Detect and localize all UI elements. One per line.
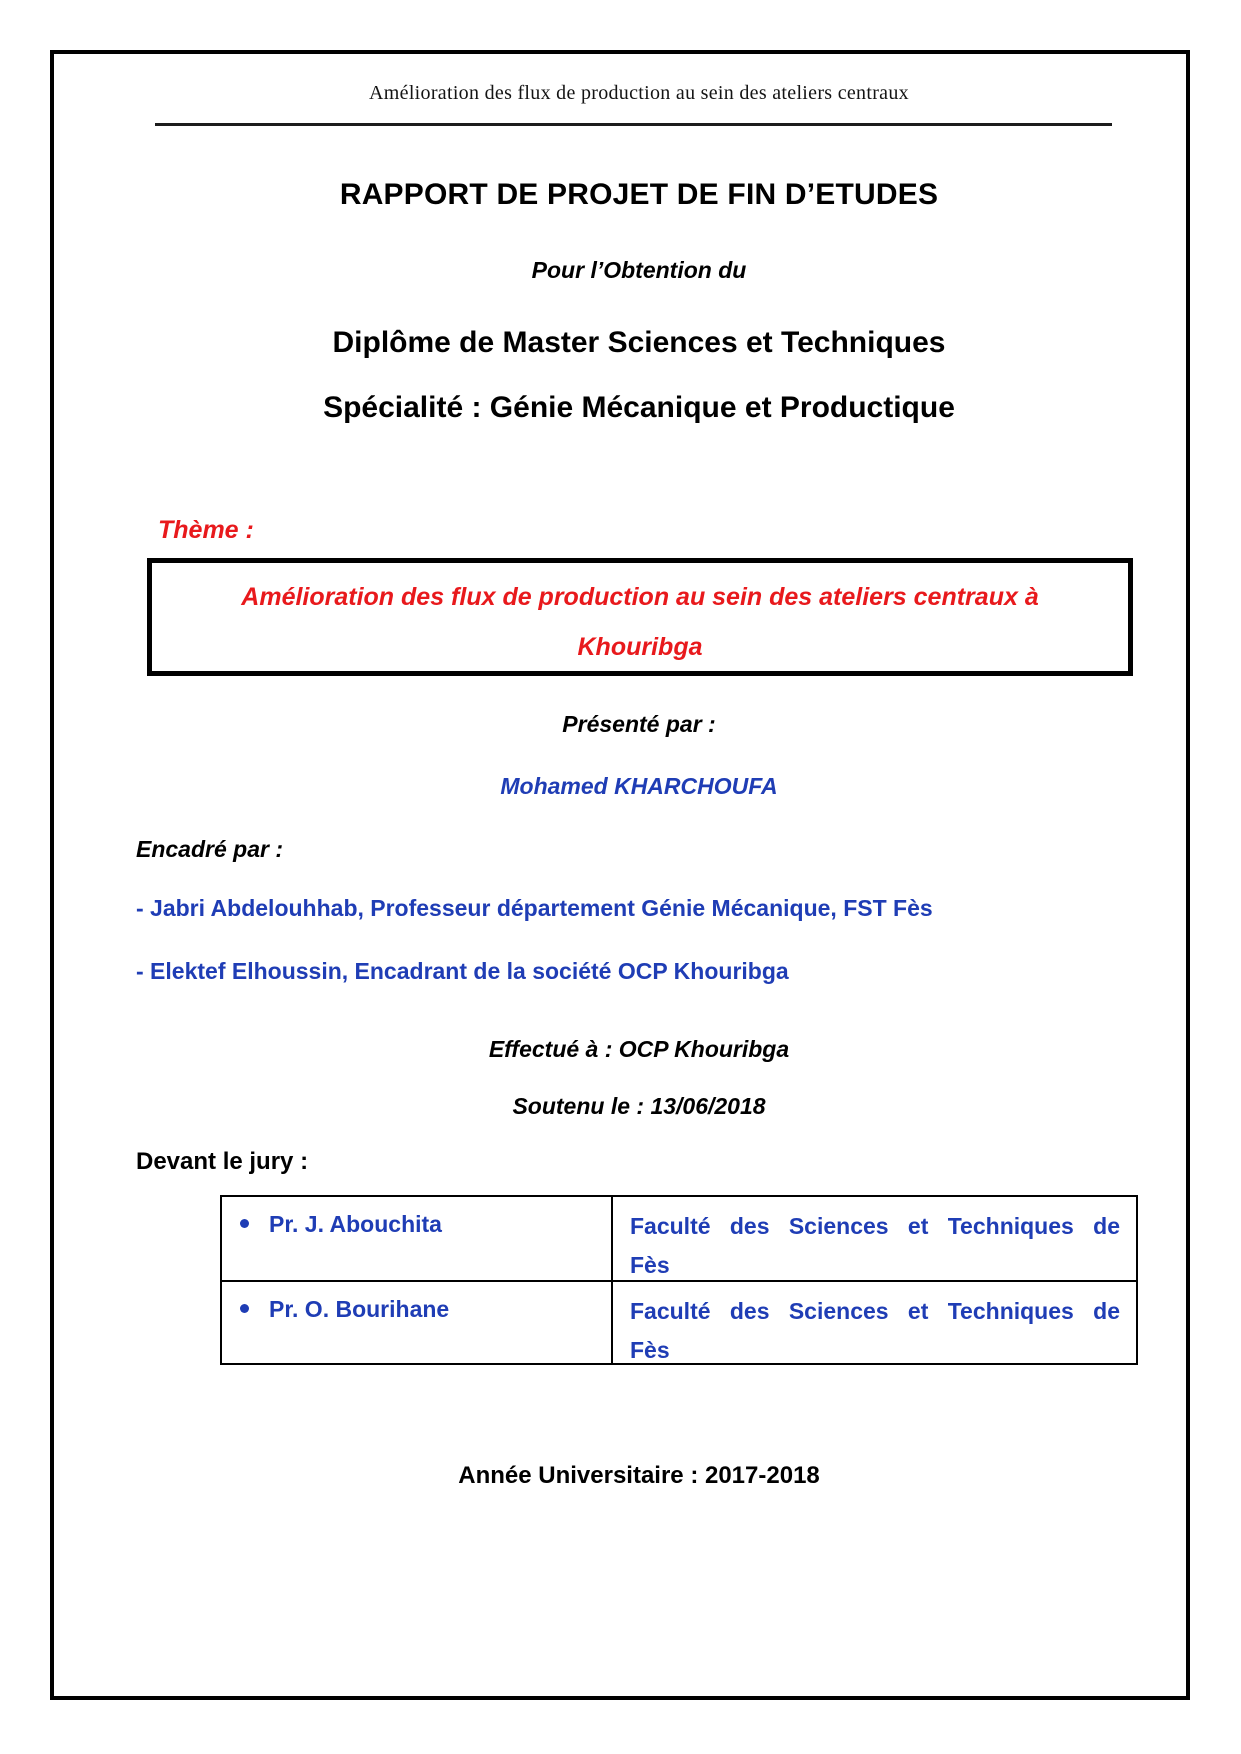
author-name: Mohamed KHARCHOUFA xyxy=(500,773,778,799)
supervised-by-label: Encadré par : xyxy=(136,836,283,862)
jury-member-name-cell xyxy=(222,1282,611,1363)
jury-member-affiliation-line-2: Fès xyxy=(630,1337,670,1363)
theme-title-line-1: Amélioration des flux de production au sein des ateliers centraux à xyxy=(241,583,1039,611)
jury-member-affiliation-line-1: Faculté des Sciences et Techniques de xyxy=(630,1213,1120,1239)
jury-table xyxy=(220,1195,1138,1365)
specialty-line: Spécialité : Génie Mécanique et Productique xyxy=(323,391,955,424)
header-rule xyxy=(155,123,1112,126)
jury-member-name-cell xyxy=(222,1197,611,1280)
page-border-frame xyxy=(50,50,1190,1700)
location-line: Effectué à : OCP Khouribga xyxy=(488,1036,790,1062)
jury-member-name: Pr. O. Bourihane xyxy=(269,1296,450,1322)
jury-member-affiliation-cell xyxy=(611,1197,1136,1280)
presented-by-label: Présenté par : xyxy=(562,711,716,737)
jury-row-2 xyxy=(222,1280,1136,1363)
jury-member-name: Pr. J. Abouchita xyxy=(269,1211,442,1237)
bullet-icon xyxy=(240,1304,249,1313)
jury-member-affiliation-line-2: Fès xyxy=(630,1252,670,1278)
supervisor-line-2: - Elektef Elhoussin, Encadrant de la société OCP Khouribga xyxy=(136,958,789,984)
jury-member-affiliation-cell xyxy=(611,1282,1136,1363)
purpose-line: Pour l’Obtention du xyxy=(531,257,747,283)
jury-label: Devant le jury : xyxy=(136,1148,309,1175)
defense-date-line: Soutenu le : 13/06/2018 xyxy=(512,1093,766,1119)
report-title: RAPPORT DE PROJET DE FIN D’ETUDES xyxy=(339,178,939,211)
academic-year: Année Universitaire : 2017-2018 xyxy=(458,1462,820,1489)
jury-row-1 xyxy=(222,1197,1136,1280)
jury-member-affiliation-line-1: Faculté des Sciences et Techniques de xyxy=(630,1298,1120,1324)
degree-line: Diplôme de Master Sciences et Techniques xyxy=(332,326,946,359)
theme-label: Thème : xyxy=(158,516,254,544)
supervisor-line-1: - Jabri Abdelouhhab, Professeur département Génie Mécanique, FST Fès xyxy=(136,895,933,921)
theme-title-line-2: Khouribga xyxy=(577,633,703,661)
running-header: Amélioration des flux de production au sein des ateliers centraux xyxy=(369,82,909,104)
theme-box xyxy=(147,558,1133,676)
bullet-icon xyxy=(240,1219,249,1228)
